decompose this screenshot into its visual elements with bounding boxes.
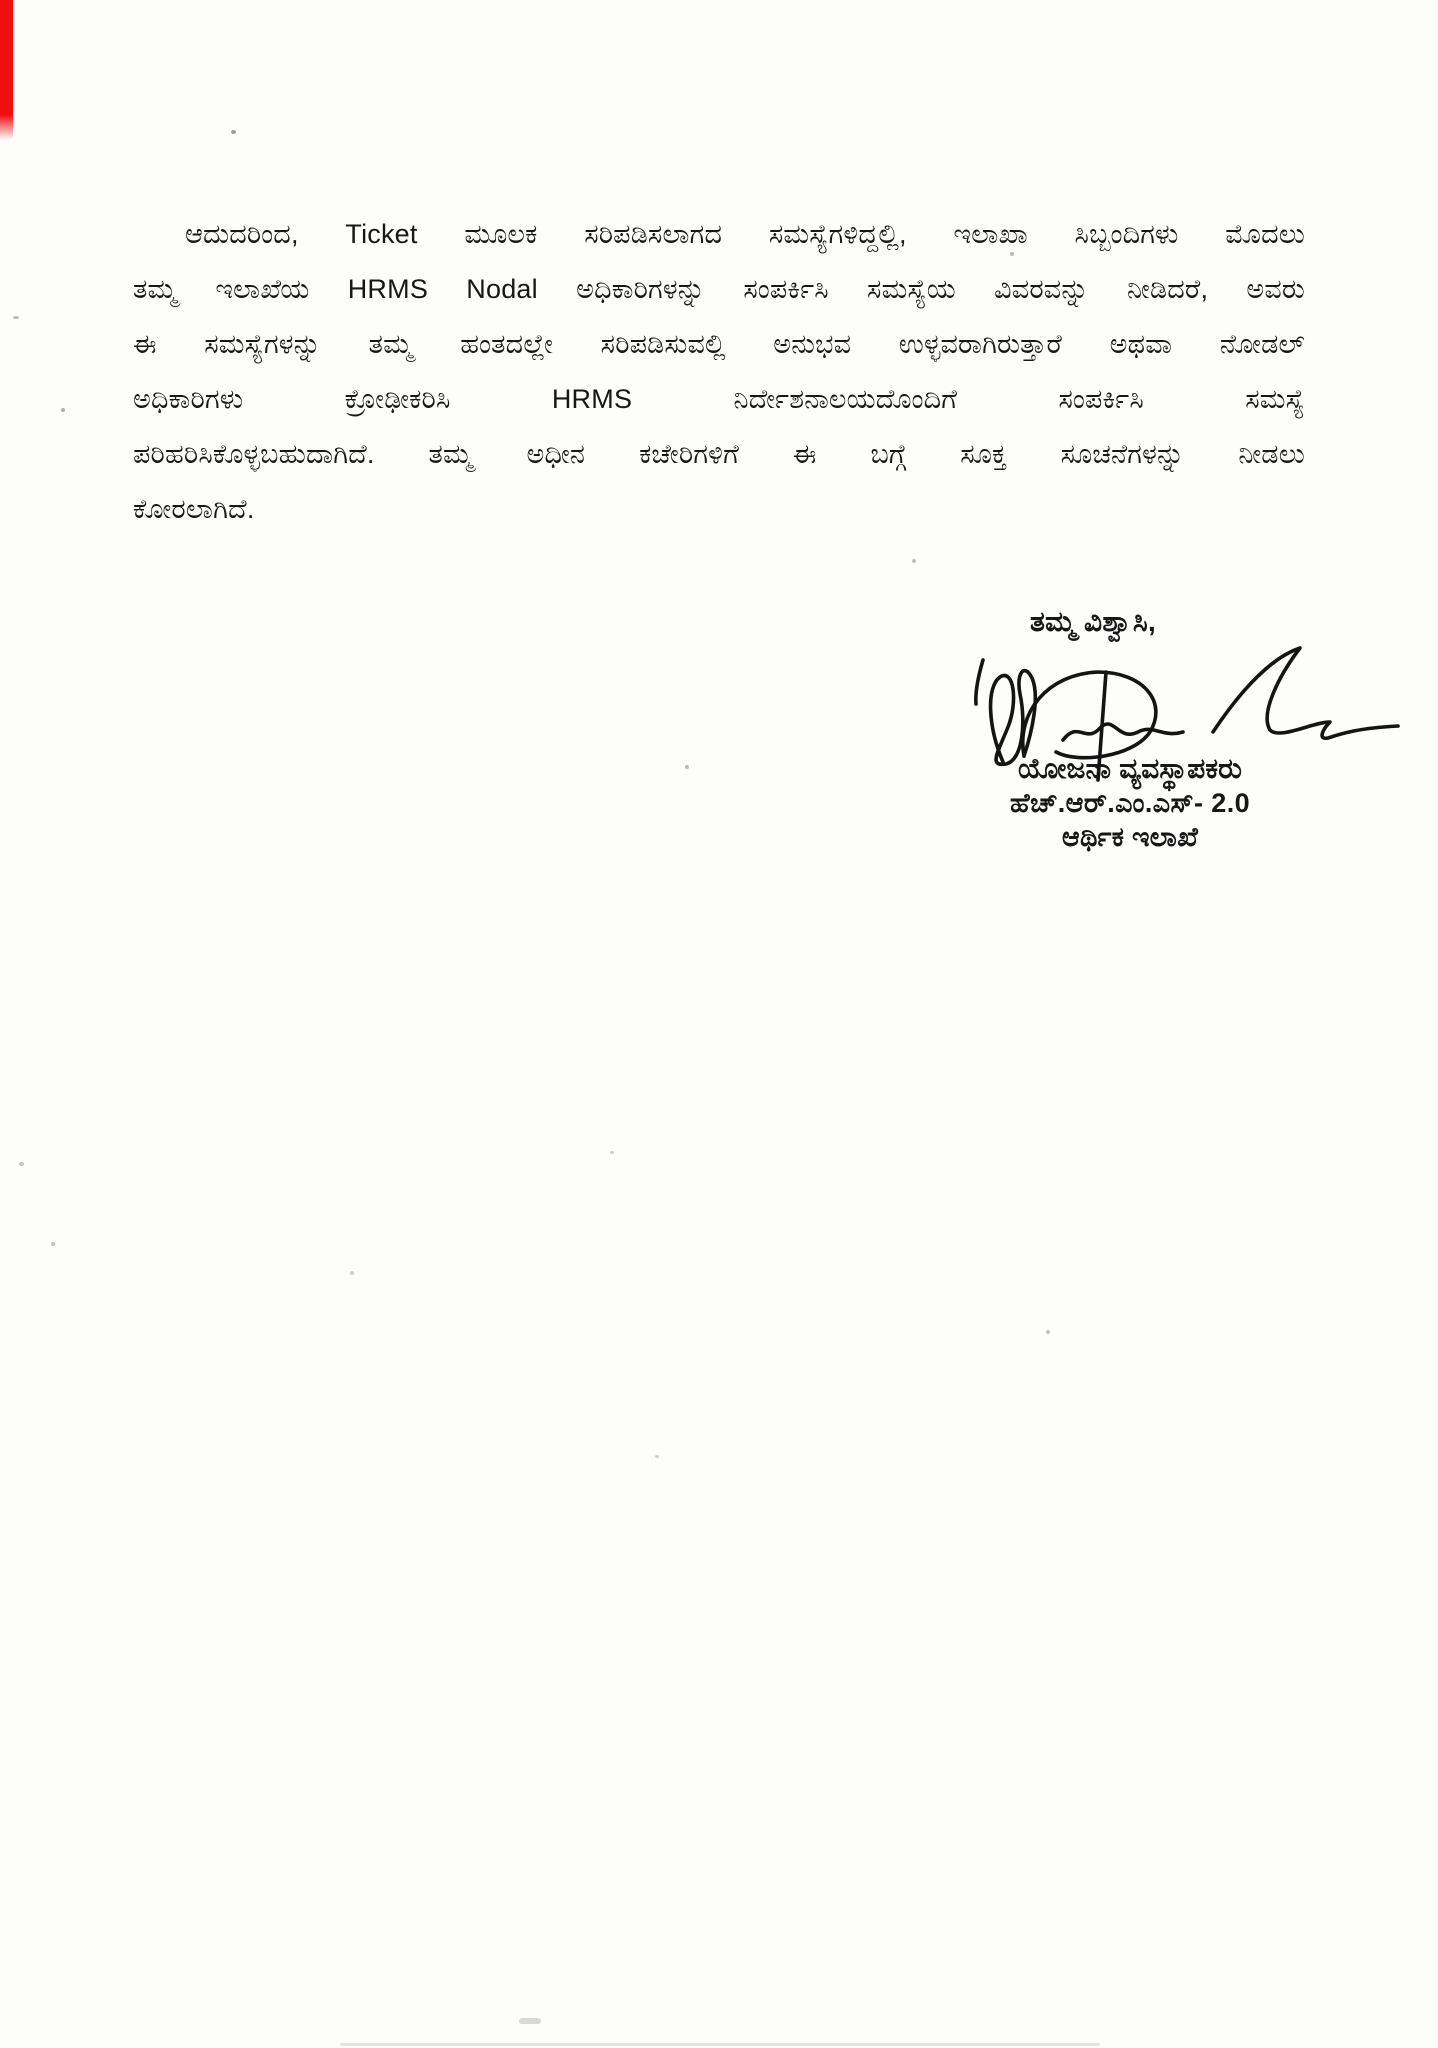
scan-speck — [912, 559, 916, 563]
scan-speck — [610, 1151, 614, 1154]
paragraph-line: ಅಧಿಕಾರಿಗಳು ಕ್ರೋಢೀಕರಿಸಿ HRMS ನಿರ್ದೇಶನಾಲಯದೊಂದಿಗೆ ಸಂಪರ್ಕಿಸಿ ಸಮಸ್ಯೆ — [133, 384, 1305, 414]
red-scan-edge-mark — [0, 0, 13, 140]
paragraph-line: ಪರಿಹರಿಸಿಕೊಳ್ಳಬಹುದಾಗಿದೆ. ತಮ್ಮ ಅಧೀನ ಕಚೇರಿಗಳಿಗೆ ಈ ಬಗ್ಗೆ ಸೂಕ್ತ ಸೂಚನೆಗಳನ್ನು ನೀಡಲು — [133, 439, 1305, 469]
scan-speck — [19, 1162, 24, 1166]
closing-salutation: ತಮ್ಮ ವಿಶ್ವಾಸಿ, — [1030, 606, 1157, 637]
scan-speck — [1010, 252, 1014, 256]
designation-system: ಹೆಚ್.ಆರ್.ಎಂ.ಎಸ್- 2.0 — [1009, 788, 1251, 818]
scan-speck — [685, 765, 689, 769]
scan-speck — [350, 1271, 354, 1275]
scan-edge-shadow — [340, 2043, 1100, 2046]
scan-speck — [51, 1242, 55, 1246]
signatory-designation — [930, 751, 1330, 854]
paragraph-line: ಆದುದರಿಂದ, Ticket ಮೂಲಕ ಸರಿಪಡಿಸಲಾಗದ ಸಮಸ್ಯೆಗಳಿದ್ದಲ್ಲಿ, ಇಲಾಖಾ ಸಿಬ್ಬಂದಿಗಳು ಮೊದಲು — [185, 219, 1305, 249]
scan-speck — [655, 1455, 659, 1458]
scan-speck — [1046, 1330, 1050, 1334]
paragraph-line: ಈ ಸಮಸ್ಯೆಗಳನ್ನು ತಮ್ಮ ಹಂತದಲ್ಲೇ ಸರಿಪಡಿಸುವಲ್ಲಿ ಅನುಭವ ಉಳ್ಳವರಾಗಿರುತ್ತಾರೆ ಅಥವಾ ನೋಡಲ್ — [133, 329, 1305, 359]
designation-role: ಯೋಜನಾ ವ್ಯವಸ್ಥಾಪಕರು — [1017, 753, 1243, 784]
scan-smudge — [519, 2018, 541, 2024]
scan-speck — [231, 130, 236, 134]
paragraph-line: ಕೋರಲಾಗಿದೆ. — [133, 494, 255, 524]
body-paragraph — [133, 207, 1305, 537]
paragraph-line: ತಮ್ಮ ಇಲಾಖೆಯ HRMS Nodal ಅಧಿಕಾರಿಗಳನ್ನು ಸಂಪರ್ಕಿಸಿ ಸಮಸ್ಯೆಯ ವಿವರವನ್ನು ನೀಡಿದರೆ, ಅವರು — [133, 274, 1305, 304]
scan-speck — [13, 316, 19, 319]
scan-speck — [61, 408, 65, 412]
designation-department: ಆರ್ಥಿಕ ಇಲಾಖೆ — [1061, 822, 1199, 852]
